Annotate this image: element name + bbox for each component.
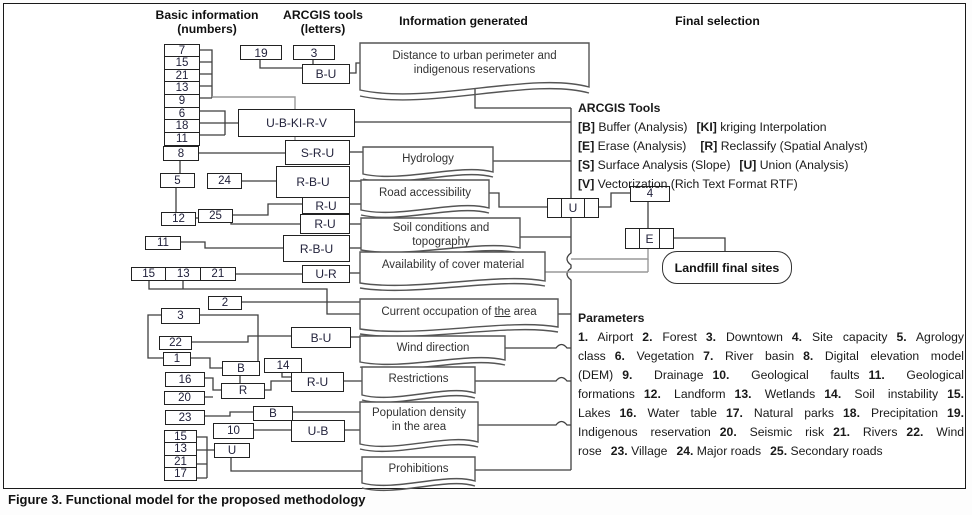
legend-line-1: [B] Buffer (Analysis) [KI] kriging Interpolation bbox=[578, 120, 827, 134]
tool-box-rbu-1: R-B-U bbox=[276, 166, 350, 198]
tool-box-3: 3 bbox=[293, 45, 335, 60]
parameter-item: 17. Natural parks bbox=[725, 406, 835, 420]
number-box: 17 bbox=[164, 467, 197, 481]
arcgis-tools-legend bbox=[578, 99, 966, 194]
tool-box-bu-2: B-U bbox=[291, 327, 351, 348]
number-box-16: 16 bbox=[165, 372, 205, 387]
parameters-legend bbox=[578, 309, 964, 461]
number-box-14: 14 bbox=[264, 358, 302, 373]
union-box-right-cell bbox=[585, 199, 598, 217]
tool-box-bu-1: B-U bbox=[302, 64, 350, 84]
number-box: 13 bbox=[164, 81, 200, 95]
parameter-item: 14. Soil instability bbox=[824, 387, 939, 401]
parameter-item: 11. Geological formations bbox=[578, 368, 965, 401]
doc-label-road: Road accessibility bbox=[378, 187, 472, 199]
header-information-generated: Information generated bbox=[399, 14, 528, 28]
parameter-item: 13. Wetlands bbox=[734, 387, 816, 401]
parameter-item: 21. Rivers bbox=[833, 425, 898, 439]
landfill-final-sites-terminator: Landfill final sites bbox=[662, 251, 792, 284]
doc-label-soil: Soil conditions and topography bbox=[392, 222, 490, 248]
header-basic-information: Basic information (numbers) bbox=[155, 8, 259, 36]
header-arcgis-tools: ARCGIS tools (letters) bbox=[283, 8, 363, 36]
parameter-item: 10. Geological faults bbox=[712, 368, 860, 382]
number-box-8: 8 bbox=[163, 146, 199, 161]
parameter-item: 12. Landform bbox=[643, 387, 726, 401]
parameters-legend-body bbox=[578, 328, 964, 461]
tool-box-ub: U-B bbox=[291, 420, 345, 442]
parameter-item: 3. Downtown bbox=[705, 330, 783, 344]
number-box: 15 bbox=[164, 430, 197, 444]
number-box-23: 23 bbox=[165, 410, 205, 425]
tool-box-19: 19 bbox=[240, 45, 282, 60]
erase-box-label: E bbox=[639, 229, 660, 248]
tool-box-ru-1: R-U bbox=[302, 197, 350, 214]
parameter-item: 6. Vegetation bbox=[614, 349, 695, 363]
number-box-22: 22 bbox=[159, 336, 192, 350]
final-union-box bbox=[547, 198, 599, 218]
doc-label-cover: Availability of cover material bbox=[381, 259, 525, 271]
number-box: 21 bbox=[164, 69, 200, 83]
number-row-15-13-21 bbox=[132, 267, 236, 281]
tool-box-ur: U-R bbox=[302, 265, 350, 283]
number-box-25: 25 bbox=[198, 209, 233, 223]
parameter-item: 25. Secondary roads bbox=[770, 444, 883, 458]
parameters-legend-title: Parameters bbox=[578, 311, 645, 325]
parameter-item: 4. Site capacity bbox=[791, 330, 888, 344]
legend-line-2: [E] Erase (Analysis) [R] Reclassify (Spatial Analyst) bbox=[578, 139, 868, 153]
letter-box-r: R bbox=[221, 383, 265, 399]
parameter-item: 19. Indigenous reservation bbox=[578, 406, 964, 439]
legend-line-4: [V] Vectorization (Rich Text Format RTF) bbox=[578, 177, 798, 191]
figure-caption: Figure 3. Functional model for the proposed methodology bbox=[8, 492, 366, 507]
number-box-2: 2 bbox=[208, 296, 242, 310]
letter-box-u: U bbox=[214, 443, 250, 458]
legend-line-3: [S] Surface Analysis (Slope) [U] Union (Analysis) bbox=[578, 158, 849, 172]
tool-box-sru: S-R-U bbox=[285, 140, 350, 165]
letter-box-b2: B bbox=[253, 406, 293, 421]
parameter-item: 20. Seismic risk bbox=[719, 425, 825, 439]
parameter-item: 7. River basin bbox=[703, 349, 795, 363]
number-box: 21 bbox=[164, 455, 197, 469]
erase-box-right-cell bbox=[660, 229, 673, 248]
parameter-item: 18. Precipitation bbox=[843, 406, 939, 420]
number-box: 9 bbox=[164, 94, 200, 108]
number-box-20: 20 bbox=[164, 391, 205, 405]
number-box-11: 11 bbox=[145, 236, 181, 250]
header-final-selection: Final selection bbox=[675, 14, 760, 28]
doc-label-distance: Distance to urban perimeter and indigenous reservations bbox=[392, 50, 557, 76]
number-box: 6 bbox=[164, 107, 200, 121]
parameter-item: 1. Airport bbox=[578, 330, 634, 344]
parameter-item: 2. Forest bbox=[642, 330, 697, 344]
number-box: 21 bbox=[200, 267, 236, 281]
number-box-24: 24 bbox=[207, 173, 242, 189]
final-box-4: 4 bbox=[630, 186, 670, 202]
parameter-item: 15. Lakes bbox=[578, 387, 965, 420]
number-box-10: 10 bbox=[213, 423, 254, 439]
doc-label-population: Population density in the area bbox=[372, 407, 466, 433]
number-box-5: 5 bbox=[160, 173, 195, 188]
doc-label-occupation: Current occupation of the area bbox=[381, 306, 537, 318]
number-box: 18 bbox=[164, 119, 200, 133]
parameter-item: 8. Digital elevation model (DEM) bbox=[578, 349, 964, 382]
number-stack-b bbox=[164, 431, 197, 481]
number-box: 13 bbox=[165, 267, 201, 281]
number-box-1: 1 bbox=[163, 352, 191, 366]
doc-label-prohibitions: Prohibitions bbox=[388, 463, 449, 475]
doc-label-hydrology: Hydrology bbox=[402, 153, 454, 165]
tool-box-ubkirv: U-B-KI-R-V bbox=[238, 109, 355, 137]
number-box: 15 bbox=[131, 267, 167, 281]
tool-box-rbu-2: R-B-U bbox=[283, 235, 350, 262]
number-box: 15 bbox=[164, 56, 200, 70]
parameter-item: 5. Agrology class bbox=[578, 330, 965, 363]
number-box: 7 bbox=[164, 44, 200, 58]
doc-label-wind: Wind direction bbox=[396, 342, 470, 354]
union-box-left-cell bbox=[548, 199, 561, 217]
union-box-label: U bbox=[561, 199, 585, 217]
number-box-12: 12 bbox=[161, 212, 196, 226]
parameter-item: 23. Village bbox=[610, 444, 668, 458]
selection-bus-line bbox=[567, 108, 571, 470]
number-box-3: 3 bbox=[161, 308, 200, 324]
erase-box-left-cell bbox=[626, 229, 639, 248]
doc-label-restrictions: Restrictions bbox=[388, 373, 449, 385]
final-erase-box bbox=[625, 228, 674, 249]
number-box: 11 bbox=[164, 132, 200, 146]
parameter-item: 22. Wind rose bbox=[578, 425, 965, 458]
number-stack-a bbox=[164, 45, 200, 146]
parameter-item: 16. Water table bbox=[619, 406, 717, 420]
arcgis-tools-legend-title: ARCGIS Tools bbox=[578, 101, 661, 115]
tool-box-ru-2: R-U bbox=[300, 214, 350, 234]
parameter-item: 24. Major roads bbox=[676, 444, 762, 458]
parameter-item: 9. Drainage bbox=[622, 368, 704, 382]
number-box: 13 bbox=[164, 442, 197, 456]
tool-box-ru-3: R-U bbox=[291, 372, 344, 392]
letter-box-b1: B bbox=[222, 361, 260, 376]
